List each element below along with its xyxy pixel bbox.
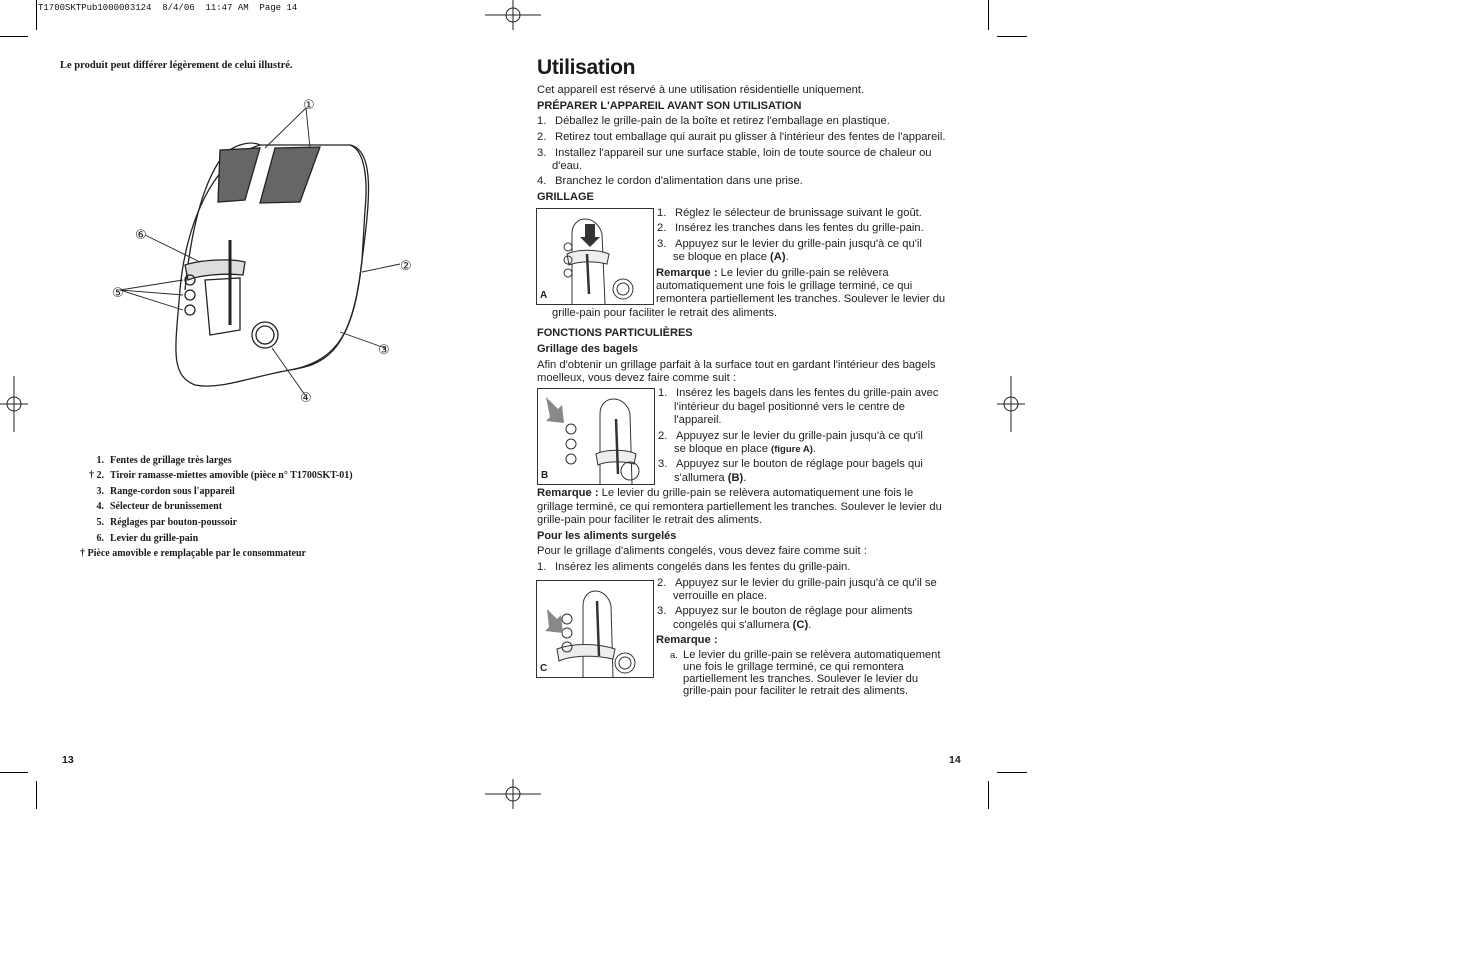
callout-1: ①	[303, 98, 315, 113]
frozen-heading: Pour les aliments surgelés	[537, 530, 677, 542]
legend-footnote: † Pièce amovible e remplaçable par le consommateur	[80, 548, 306, 559]
page-number-left: 13	[62, 754, 74, 766]
list-item: 1. Réglez le sélecteur de brunissage suivant le goût.	[657, 207, 922, 219]
frozen-note-line: grille-pain pour faciliter le retrait des aliments.	[683, 685, 909, 697]
bagels-note-line: grille-pain pour faciliter le retrait des aliments.	[537, 514, 763, 526]
bagels-intro: Afin d'obtenir un grillage parfait à la surface tout en gardant l'intérieur des bagels	[537, 359, 936, 371]
list-item: 3. Installez l'appareil sur une surface stable, loin de toute source de chaleur ou	[537, 147, 932, 159]
callout-3: ③	[378, 343, 390, 358]
list-item: 4. Branchez le cordon d'alimentation dans une prise.	[537, 175, 803, 187]
grillage-note-line: automatiquement une fois le grillage terminé, ce qui	[656, 280, 913, 292]
list-item-cont: s'allumera (B).	[674, 472, 747, 484]
list-item: 3. Appuyez sur le levier du grille-pain jusqu'à ce qu'il	[657, 238, 922, 250]
grillage-heading: GRILLAGE	[537, 191, 594, 203]
legend-item: 6. Levier du grille-pain	[96, 533, 199, 544]
fonctions-heading: FONCTIONS PARTICULIÈRES	[537, 327, 693, 339]
bagels-intro: moelleux, vous devez faire comme suit :	[537, 372, 736, 384]
callout-2: ②	[400, 259, 412, 274]
callout-4: ④	[300, 391, 312, 406]
legend-item: 4. Sélecteur de brunissement	[96, 501, 223, 512]
list-item-cont: d'eau.	[552, 160, 583, 172]
figure-c: C	[536, 580, 654, 678]
list-item: 2. Appuyez sur le levier du grille-pain jusqu'à ce qu'il	[658, 430, 923, 442]
list-item-cont: verrouille en place.	[673, 590, 767, 602]
frozen-intro: Pour le grillage d'aliments congelés, vous devez faire comme suit :	[537, 545, 867, 557]
bagels-note: Remarque : Le levier du grille-pain se relèvera automatiquement une fois le	[537, 487, 914, 499]
list-item-cont: l'intérieur du bagel positionné vers le centre de	[674, 401, 905, 413]
figure-a: A	[536, 208, 654, 305]
list-item-cont: se bloque en place (A).	[673, 251, 789, 263]
print-slug: T1700SKTPub1000003124 8/4/06 11:47 AM Page 14	[38, 3, 298, 13]
legend-item: † 2. Tiroir ramasse-miettes amovible (pièce n° T1700SKT-01)	[89, 470, 353, 481]
bagels-heading: Grillage des bagels	[537, 343, 638, 355]
list-item-cont: congelés qui s'allumera (C).	[673, 619, 812, 631]
frozen-note-label: Remarque :	[656, 634, 718, 646]
product-disclaimer: Le produit peut différer légèrement de celui illustré.	[60, 60, 293, 71]
list-item: 3. Appuyez sur le bouton de réglage pour aliments	[657, 605, 913, 617]
page-number-right: 14	[949, 754, 961, 766]
bagels-note-line: grillage terminé, ce qui remontera partiellement les tranches. Soulever le levier du	[537, 501, 942, 513]
legend-item: 3. Range-cordon sous l'appareil	[96, 486, 235, 497]
frozen-note-item: a. Le levier du grille-pain se relèvera automatiquement	[670, 649, 941, 661]
list-item: 3. Appuyez sur le bouton de réglage pour bagels qui	[658, 458, 923, 470]
list-item-cont: l'appareil.	[674, 414, 722, 426]
frozen-note-line: partiellement les tranches. Soulever le levier du	[683, 673, 919, 685]
grillage-note: Remarque : Le levier du grille-pain se relèvera	[656, 267, 889, 279]
list-item: 2. Retirez tout emballage qui aurait pu glisser à l'intérieur des fentes de l'appareil.	[537, 131, 946, 143]
prep-heading: PRÉPARER L'APPAREIL AVANT SON UTILISATION	[537, 100, 802, 112]
list-item: 2. Insérez les tranches dans les fentes du grille-pain.	[657, 222, 924, 234]
legend-item: 5. Réglages par bouton-poussoir	[96, 517, 238, 528]
callout-6: ⑥	[135, 228, 147, 243]
figure-b: B	[537, 388, 655, 485]
list-item: 1. Insérez les bagels dans les fentes du grille-pain avec	[658, 387, 939, 399]
grillage-note-line: grille-pain pour faciliter le retrait des aliments.	[552, 307, 778, 319]
list-item: 1. Déballez le grille-pain de la boîte et retirez l'emballage en plastique.	[537, 115, 890, 127]
list-item-cont: se bloque en place (figure A).	[674, 443, 817, 455]
toaster-illustration	[100, 90, 430, 410]
list-item: 1. Insérez les aliments congelés dans les fentes du grille-pain.	[537, 561, 851, 573]
list-item: 2. Appuyez sur le levier du grille-pain jusqu'à ce qu'il se	[657, 577, 937, 589]
grillage-note-line: remontera partiellement les tranches. Soulever le levier du	[656, 293, 946, 305]
callout-5: ⑤	[112, 286, 124, 301]
legend-item: 1. Fentes de grillage très larges	[96, 455, 232, 466]
intro-text: Cet appareil est réservé à une utilisation résidentielle uniquement.	[537, 84, 865, 96]
frozen-note-line: une fois le grillage terminé, ce qui remontera	[683, 661, 904, 673]
page-title: Utilisation	[537, 56, 636, 79]
